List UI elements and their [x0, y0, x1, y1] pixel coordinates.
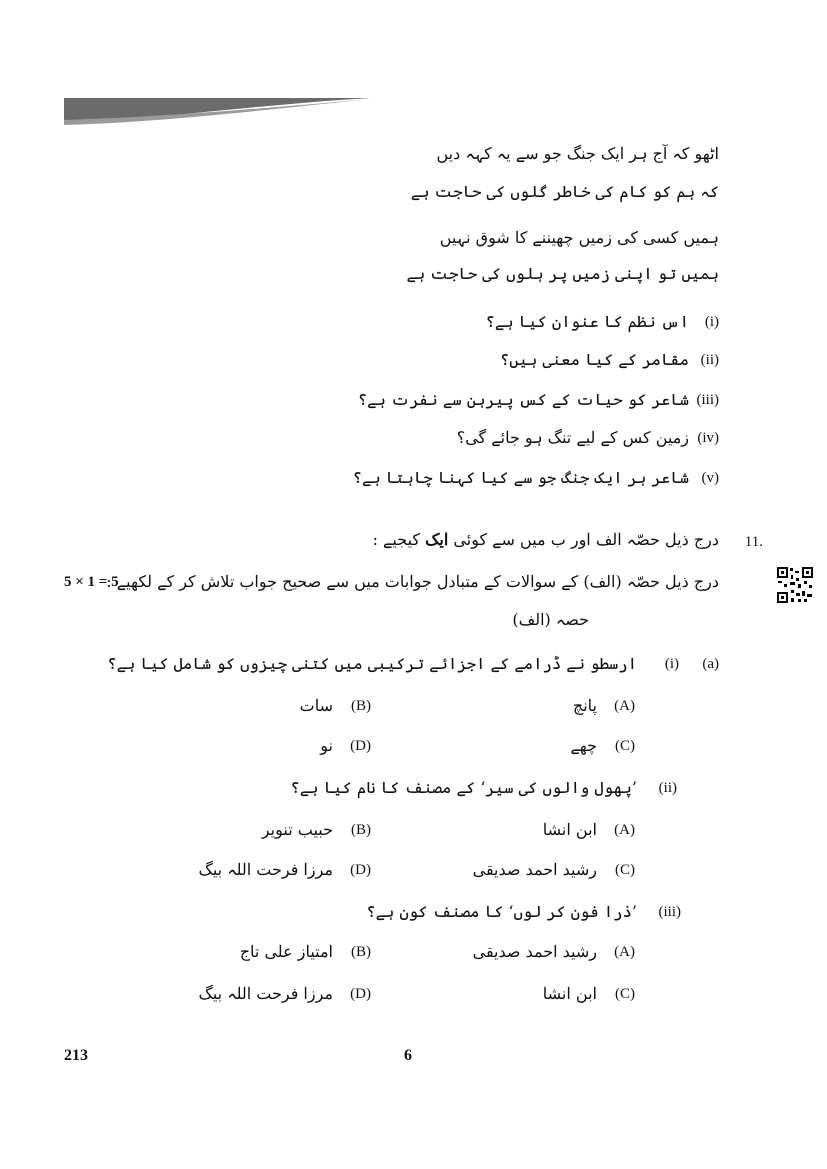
- mcq3-question: ’ذرا فون کر لوں‘ کا مصنف کون ہے؟: [366, 902, 637, 921]
- mcq2-option-c: رشید احمد صدیقی: [472, 860, 597, 879]
- header-swoosh-decoration: [64, 96, 374, 126]
- mcq2-question: ’پھول والوں کی سیر‘ کے مصنف کا نام کیا ہے؟: [290, 778, 637, 797]
- mcq3-label-c: (C): [615, 986, 635, 1002]
- mcq2-label-d: (D): [350, 862, 371, 878]
- poem-question-4: زمین کس کے لیے تنگ ہو جائے گی؟: [456, 428, 689, 447]
- paper-code: 213: [64, 1047, 88, 1064]
- section-heading: حصہ (الف): [512, 610, 589, 629]
- mcq2-option-d: مرزا فرحت اللہ بیگ: [198, 860, 333, 879]
- mcq2-option-b: حبیب تنویر: [261, 820, 333, 839]
- qr-code-icon: [776, 566, 814, 604]
- marks-label: 5 × 1 = 5: [64, 574, 119, 590]
- mcq3-label-b: (B): [351, 944, 371, 960]
- mcq3-option-c: ابن انشا: [542, 984, 597, 1003]
- mcq3-num: (iii): [658, 904, 681, 920]
- poem-question-num-4: (iv): [697, 430, 719, 446]
- mcq2-label-b: (B): [351, 822, 371, 838]
- mcq1-option-c: چھے: [570, 736, 597, 755]
- question-number: 11.: [744, 534, 763, 550]
- mcq2-label-a: (A): [614, 822, 635, 838]
- instruction-bold: ایک: [425, 530, 449, 549]
- poem-line-1: اٹھو کہ آج ہر ایک جنگ جو سے یہ کہہ دیں: [436, 144, 719, 163]
- poem-question-num-2: (ii): [700, 352, 719, 368]
- mcq1-label-c: (C): [615, 738, 635, 754]
- mcq3-label-d: (D): [350, 986, 371, 1002]
- mcq2-label-c: (C): [615, 862, 635, 878]
- mcq2-option-a: ابن انشا: [542, 820, 597, 839]
- poem-line-2: کہ ہم کو کام کی خاطر گلوں کی حاجت ہے: [410, 182, 719, 201]
- mcq3-option-b: امتیاز علی تاج: [239, 942, 333, 961]
- mcq1-option-d: نو: [320, 736, 333, 755]
- poem-question-2: مقامر کے کیا معنی ہیں؟: [499, 350, 689, 369]
- page-number: 6: [404, 1047, 412, 1064]
- instruction-pre: درج ذیل حصّہ الف اور ب میں سے کوئی: [448, 530, 719, 549]
- mcq1-question: ارسطو نے ڈرامے کے اجزائے ترکیبی میں کتنی چیزوں کو شامل کیا ہے؟: [107, 654, 637, 673]
- poem-line-3: ہمیں کسی کی زمیں چھیننے کا شوق نہیں: [439, 228, 719, 247]
- mcq3-label-a: (A): [614, 944, 635, 960]
- sub-instruction: درج ذیل حصّہ (الف) کے سوالات کے متبادل جوابات میں سے صحیح جواب تلاش کر کے لکھیے :: [106, 572, 719, 591]
- mcq2-num: (ii): [658, 780, 677, 796]
- mcq3-option-a: رشید احمد صدیقی: [472, 942, 597, 961]
- mcq3-option-d: مرزا فرحت اللہ بیگ: [198, 984, 333, 1003]
- poem-question-1: اس نظم کا عنوان کیا ہے؟: [485, 312, 689, 331]
- instruction-post: کیجیے :: [372, 530, 426, 549]
- mcq1-num: (i): [664, 656, 679, 672]
- poem-question-3: شاعر کو حیات کے کس پیرہن سے نفرت ہے؟: [357, 390, 689, 409]
- mcq1-part: (a): [702, 656, 719, 672]
- poem-question-5: شاعر ہر ایک جنگ جو سے کیا کہنا چاہتا ہے؟: [352, 468, 689, 487]
- question-instruction: [373, 530, 719, 550]
- mcq1-option-b: سات: [299, 696, 333, 715]
- poem-question-num-1: (i): [704, 314, 719, 330]
- mcq1-label-b: (B): [351, 698, 371, 714]
- mcq1-label-d: (D): [350, 738, 371, 754]
- poem-line-4: ہمیں تو اپنی زمیں پر ہلوں کی حاجت ہے: [406, 264, 719, 283]
- mcq1-label-a: (A): [614, 698, 635, 714]
- mcq1-option-a: پانچ: [572, 696, 597, 715]
- poem-question-num-3: (iii): [696, 392, 719, 408]
- poem-question-num-5: (v): [701, 470, 719, 486]
